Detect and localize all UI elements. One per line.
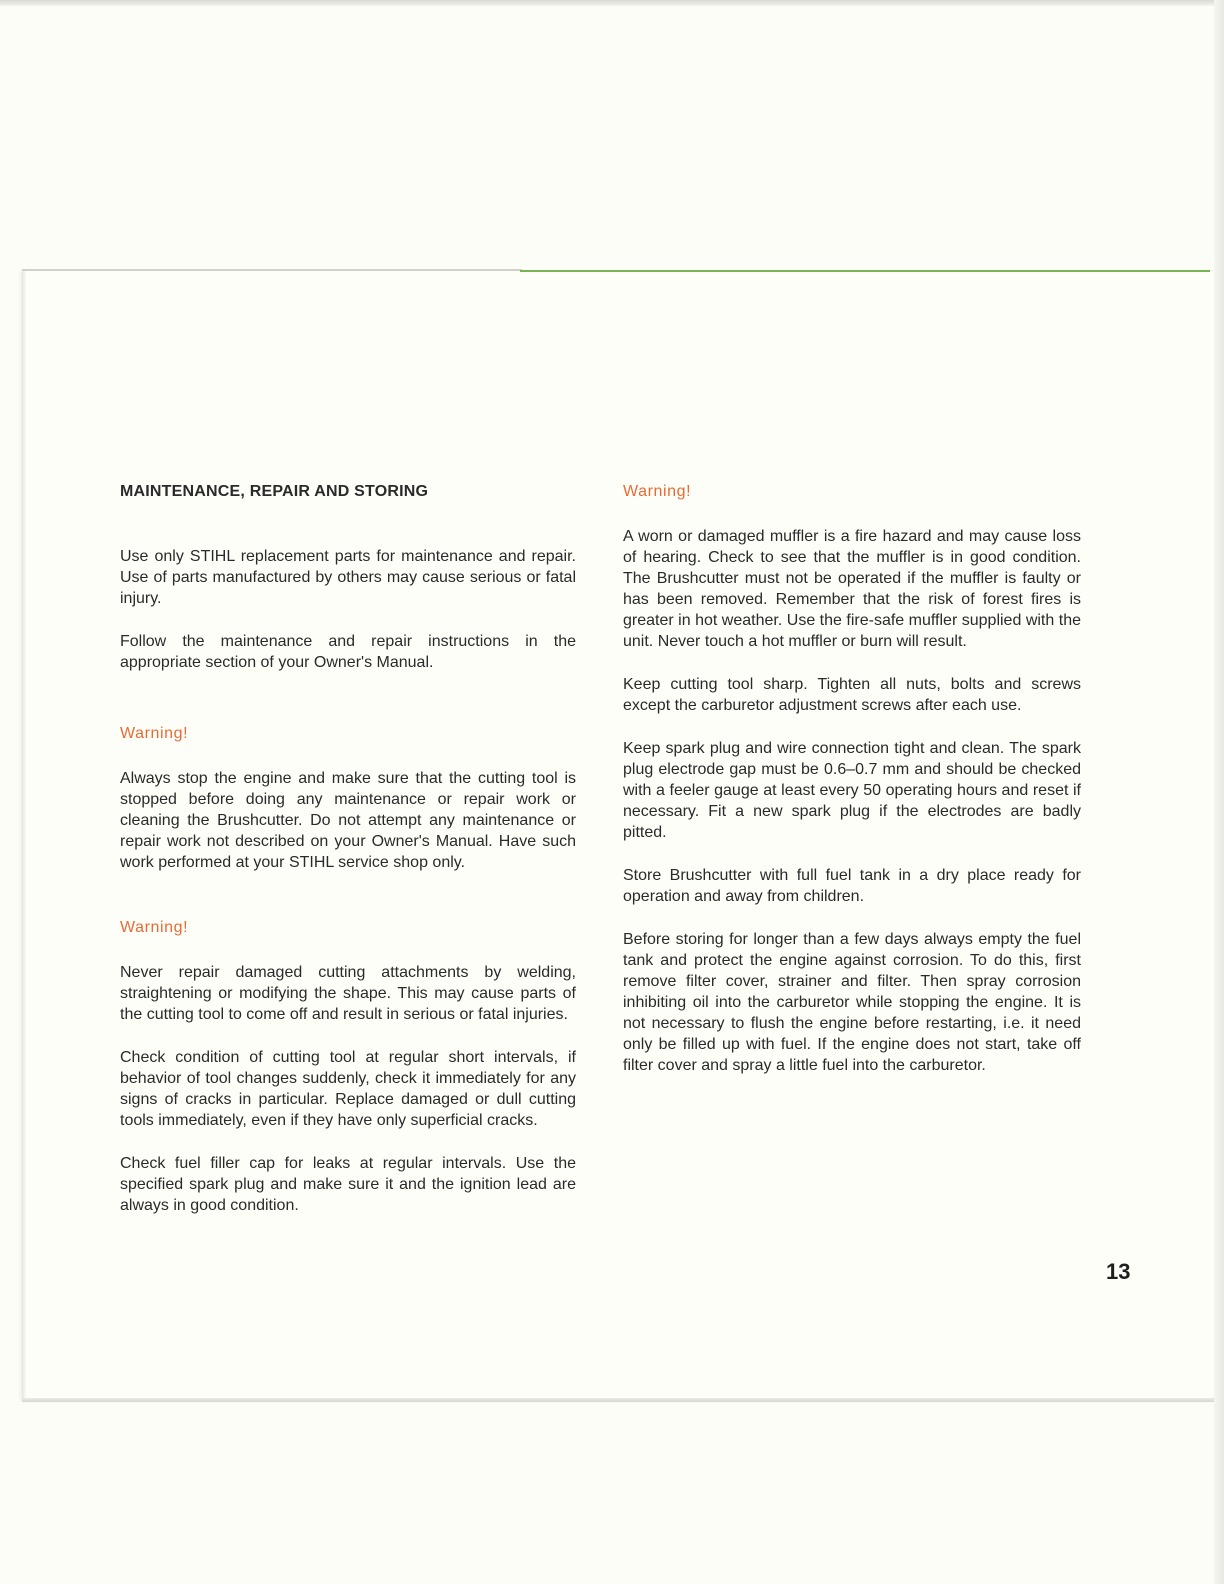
panel-left-edge — [22, 271, 26, 1401]
green-divider-rule — [520, 270, 1210, 272]
panel-bottom-edge — [22, 1398, 1224, 1402]
paragraph-muffler: A worn or damaged muffler is a fire hazard and may cause loss of hearing. Check to see that the muffler is in good condition. The Brushcutter must not be operated if the muffler is faulty or has been removed. Remember that the risk of forest fires is greater in hot weather. Use the fire-safe muffler supplied with the unit. Never touch a hot muffler or burn will result. — [623, 528, 1081, 650]
top-page-edge — [0, 0, 1224, 6]
paragraph-before-storing: Before storing for longer than a few days always empty the fuel tank and protect the engine against corrosion. To do this, first remove filter cover, strainer and filter. Then spray corrosion inhibiting oil into the carburetor while stopping the engine. It is not necessary to flush the engine before restarting, i.e. it need only be filled up with fuel. If the engine does not start, take off filter cover and spray a little fuel into the carburetor. — [623, 931, 1081, 1074]
paragraph-fuel-filler-cap: Check fuel filler cap for leaks at regular intervals. Use the specified spark plug and make sure it and the ignition lead are always in good condition. — [120, 1155, 576, 1214]
right-column — [623, 481, 1081, 1076]
paragraph-cutting-tool-sharp: Keep cutting tool sharp. Tighten all nuts, bolts and screws except the carburetor adjustment screws after each use. — [623, 676, 1081, 714]
section-heading: MAINTENANCE, REPAIR AND STORING — [120, 483, 429, 500]
paragraph-store-brushcutter: Store Brushcutter with full fuel tank in a dry place ready for operation and away from children. — [623, 867, 1081, 905]
warning-label-2: Warning! — [120, 919, 189, 936]
warning-label-1: Warning! — [120, 725, 189, 742]
warning-label-muffler: Warning! — [623, 483, 692, 500]
paragraph-follow-instructions: Follow the maintenance and repair instructions in the appropriate section of your Owner's Manual. — [120, 633, 576, 671]
paragraph-stop-engine: Always stop the engine and make sure that the cutting tool is stopped before doing any maintenance or repair work or cleaning the Brushcutter. Do not attempt any maintenance or repair work not described on your Owner's Manual. Have such work performed at your STIHL service shop only. — [120, 770, 576, 871]
page-number: 13 — [1106, 1259, 1131, 1284]
paragraph-never-repair: Never repair damaged cutting attachments by welding, straightening or modifying the shape. This may cause parts of the cutting tool to come off and result in serious or fatal injuries. — [120, 964, 576, 1023]
right-page-edge — [1214, 0, 1224, 1584]
paragraph-check-condition: Check condition of cutting tool at regular short intervals, if behavior of tool changes suddenly, check it immediately for any signs of cracks in particular. Replace damaged or dull cutting tools immediately, even if they have only superficial cracks. — [120, 1049, 576, 1129]
left-column — [120, 481, 576, 1216]
paragraph-spark-plug: Keep spark plug and wire connection tight and clean. The spark plug electrode gap must be 0.6–0.7 mm and should be checked with a feeler gauge at least every 50 operating hours and reset if necessary. Fit a new spark plug if the electrodes are badly pitted. — [623, 740, 1081, 841]
paragraph-replacement-parts: Use only STIHL replacement parts for maintenance and repair. Use of parts manufactured by others may cause serious or fatal injury. — [120, 548, 576, 607]
